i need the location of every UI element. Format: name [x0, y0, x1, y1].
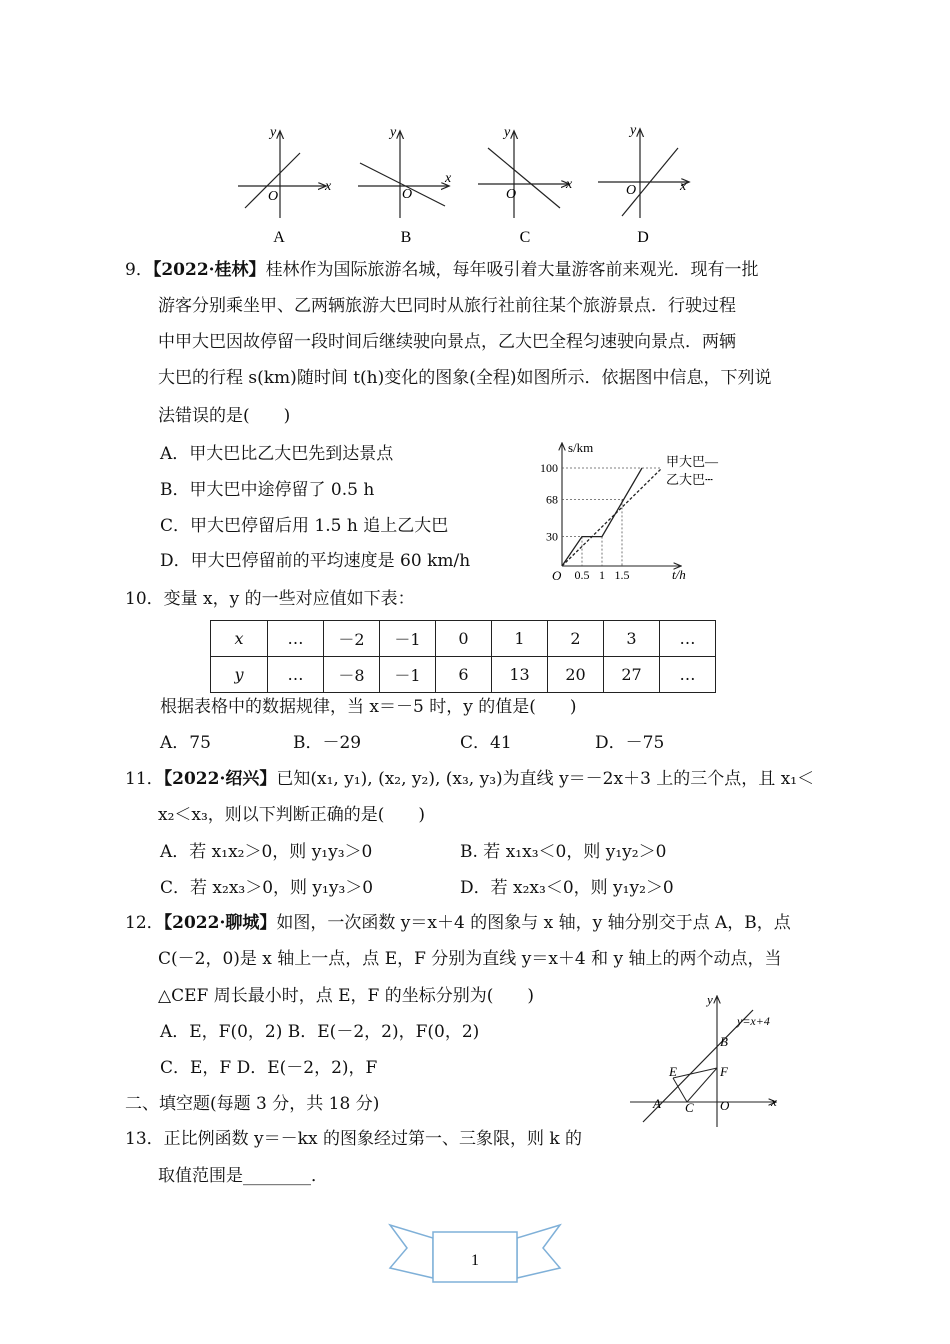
- q9-stem-4: 大巴的行程 s(km)随时间 t(h)变化的图象(全程)如图所示．依据图中信息，下列说: [158, 368, 772, 388]
- q8-graph-a: [238, 125, 332, 246]
- q8-graph-c: [478, 125, 573, 246]
- q8-a-y: y: [270, 125, 277, 140]
- q8-c-y: y: [504, 125, 511, 140]
- q8-a-o: O: [268, 189, 279, 204]
- table-cell: 0: [436, 621, 492, 657]
- q9-xlabel: t/h: [672, 567, 686, 582]
- q9-chart: [530, 438, 740, 586]
- q9-choice-d: D．甲大巴停留前的平均速度是 60 km/h: [160, 551, 471, 571]
- q9-xtick-label: 1: [599, 568, 605, 582]
- table-cell: －1: [380, 657, 436, 693]
- q8-label-d: D: [637, 229, 649, 246]
- page-number-ribbon: [385, 1220, 565, 1290]
- q11-stem-2: x₂＜x₃，则以下判断正确的是( ): [158, 805, 426, 825]
- q8-d-y: y: [630, 123, 637, 138]
- q12-point-b: B: [720, 1034, 728, 1049]
- q12-stem-3: △CEF 周长最小时，点 E，F 的坐标分别为( ): [158, 986, 534, 1006]
- table-cell: 3: [604, 621, 660, 657]
- q8-label-c: C: [519, 229, 531, 246]
- q9-legend-b: 乙大巴┄: [666, 472, 713, 487]
- q13-number: 13．: [125, 1129, 164, 1149]
- q10-line-1: [125, 587, 415, 611]
- q12-number: 12．: [125, 913, 164, 933]
- table-row: [211, 621, 716, 657]
- q9-legend-a: 甲大巴—: [666, 454, 719, 469]
- q8-figures: [230, 118, 700, 248]
- table-cell: －2: [324, 621, 380, 657]
- q10-choice-c: C．41: [460, 733, 512, 753]
- q10-table: [210, 620, 716, 693]
- table-row: [211, 657, 716, 693]
- q10-choice-b: B．－29: [293, 733, 362, 753]
- q12-axis-x: x: [771, 1094, 777, 1109]
- q13-stem-1: 正比例函数 y＝－kx 的图象经过第一、三象限，则 k 的: [163, 1129, 583, 1149]
- q12-figure: [625, 992, 785, 1132]
- q9-line-1: [125, 258, 759, 282]
- q12-choice-cd: C．E，F D．E(－2，2)，F: [160, 1058, 378, 1078]
- table-cell: x: [211, 621, 268, 657]
- section-2-heading: 二、填空题(每题 3 分，共 18 分): [125, 1094, 380, 1114]
- q9-origin: O: [552, 568, 562, 583]
- table-cell: 1: [492, 621, 548, 657]
- q9-series-jia: [562, 468, 642, 566]
- q10-choice-a: A．75: [160, 733, 211, 753]
- table-cell: 20: [548, 657, 604, 693]
- q12-point-a: A: [653, 1096, 661, 1111]
- table-cell: y: [211, 657, 268, 693]
- q10-question: 根据表格中的数据规律，当 x＝－5 时，y 的值是( ): [160, 697, 577, 717]
- q8-c-x: x: [566, 177, 573, 192]
- q9-series-yi: [562, 468, 662, 566]
- q8-c-o: O: [506, 187, 517, 202]
- q8-graph-d: [598, 123, 688, 246]
- q9-source: 【2022·桂林】: [152, 260, 266, 280]
- table-cell: …: [268, 621, 324, 657]
- q11-source: 【2022·绍兴】: [163, 769, 277, 789]
- q11-choice-c: C．若 x₂x₃＞0，则 y₁y₃＞0: [160, 878, 374, 898]
- q12-source: 【2022·聊城】: [163, 913, 277, 933]
- table-cell: 6: [436, 657, 492, 693]
- q8-label-a: A: [273, 229, 285, 246]
- q8-b-y: y: [390, 125, 397, 140]
- q9-stem-2: 游客分别乘坐甲、乙两辆旅游大巴同时从旅行社前往某个旅游景点．行驶过程: [158, 296, 736, 316]
- table-cell: －1: [380, 621, 436, 657]
- q9-choice-c: C．甲大巴停留后用 1.5 h 追上乙大巴: [160, 516, 449, 536]
- q8-d-x: x: [680, 179, 687, 194]
- q9-choice-a: A．甲大巴比乙大巴先到达景点: [160, 444, 394, 464]
- q11-choice-d: D．若 x₂x₃＜0，则 y₁y₂＞0: [460, 878, 674, 898]
- q8-d-o: O: [626, 183, 637, 198]
- q12-stem-2: C(－2，0)是 x 轴上一点，点 E，F 分别为直线 y＝x＋4 和 y 轴上的两个动点，当: [158, 949, 782, 969]
- q10-choice-d: D．－75: [595, 733, 665, 753]
- table-cell: 13: [492, 657, 548, 693]
- q9-xtick-label: 1.5: [614, 568, 630, 582]
- q10-stem: 变量 x，y 的一些对应值如下表：: [163, 589, 415, 609]
- q12-point-c: C: [685, 1100, 694, 1115]
- q9-stem-5: 法错误的是( ): [158, 406, 291, 426]
- table-cell: …: [268, 657, 324, 693]
- table-cell: …: [660, 657, 716, 693]
- q11-stem-1: 已知(x₁, y₁), (x₂, y₂), (x₃, y₃)为直线 y＝－2x＋3 上的三个点，且 x₁＜: [276, 769, 815, 789]
- q11-choice-a: A．若 x₁x₂＞0，则 y₁y₃＞0: [160, 842, 373, 862]
- q12-line-1: [125, 911, 791, 935]
- q12-point-f: F: [720, 1064, 728, 1079]
- q13-line-1: [125, 1127, 582, 1151]
- q9-ytick-label: 68: [546, 492, 558, 507]
- q8-graph-b: [358, 125, 452, 246]
- q9-stem-1: 桂林作为国际旅游名城，每年吸引着大量游客前来观光．现有一批: [265, 260, 759, 280]
- q11-line-1: [125, 767, 814, 791]
- q9-stem-3: 中甲大巴因故停留一段时间后继续驶向景点，乙大巴全程匀速驶向景点．两辆: [158, 332, 736, 352]
- table-cell: 27: [604, 657, 660, 693]
- q12-point-o: O: [720, 1098, 730, 1113]
- q9-ytick-label: 100: [540, 461, 558, 475]
- q11-number: 11．: [125, 769, 164, 789]
- table-cell: …: [660, 621, 716, 657]
- q12-stem-1: 如图，一次函数 y＝x＋4 的图象与 x 轴，y 轴分别交于点 A，B，点: [276, 913, 791, 933]
- q9-choice-b: B．甲大巴中途停留了 0.5 h: [160, 480, 375, 500]
- q11-choice-b: B. 若 x₁x₃＜0，则 y₁y₂＞0: [460, 842, 667, 862]
- q12-point-e: E: [669, 1064, 677, 1079]
- q8-a-x: x: [325, 179, 332, 194]
- q9-ylabel: s/km: [568, 440, 594, 455]
- table-cell: －8: [324, 657, 380, 693]
- q12-axis-y: y: [707, 992, 713, 1007]
- q9-number: 9．: [125, 260, 153, 280]
- q13-stem-2: 取值范围是________．: [158, 1166, 328, 1186]
- q9-xtick-label: 0.5: [574, 568, 590, 582]
- q9-ytick-label: 30: [546, 529, 558, 544]
- q10-number: 10．: [125, 589, 164, 609]
- q12-choice-ab: A．E，F(0，2) B．E(－2，2)，F(0，2): [160, 1022, 480, 1042]
- q12-line-label: y=x+4: [737, 1014, 770, 1028]
- q8-b-x: x: [445, 171, 452, 186]
- table-cell: 2: [548, 621, 604, 657]
- q8-b-o: O: [402, 187, 413, 202]
- page-number: 1: [471, 1252, 479, 1269]
- q8-label-b: B: [400, 229, 412, 246]
